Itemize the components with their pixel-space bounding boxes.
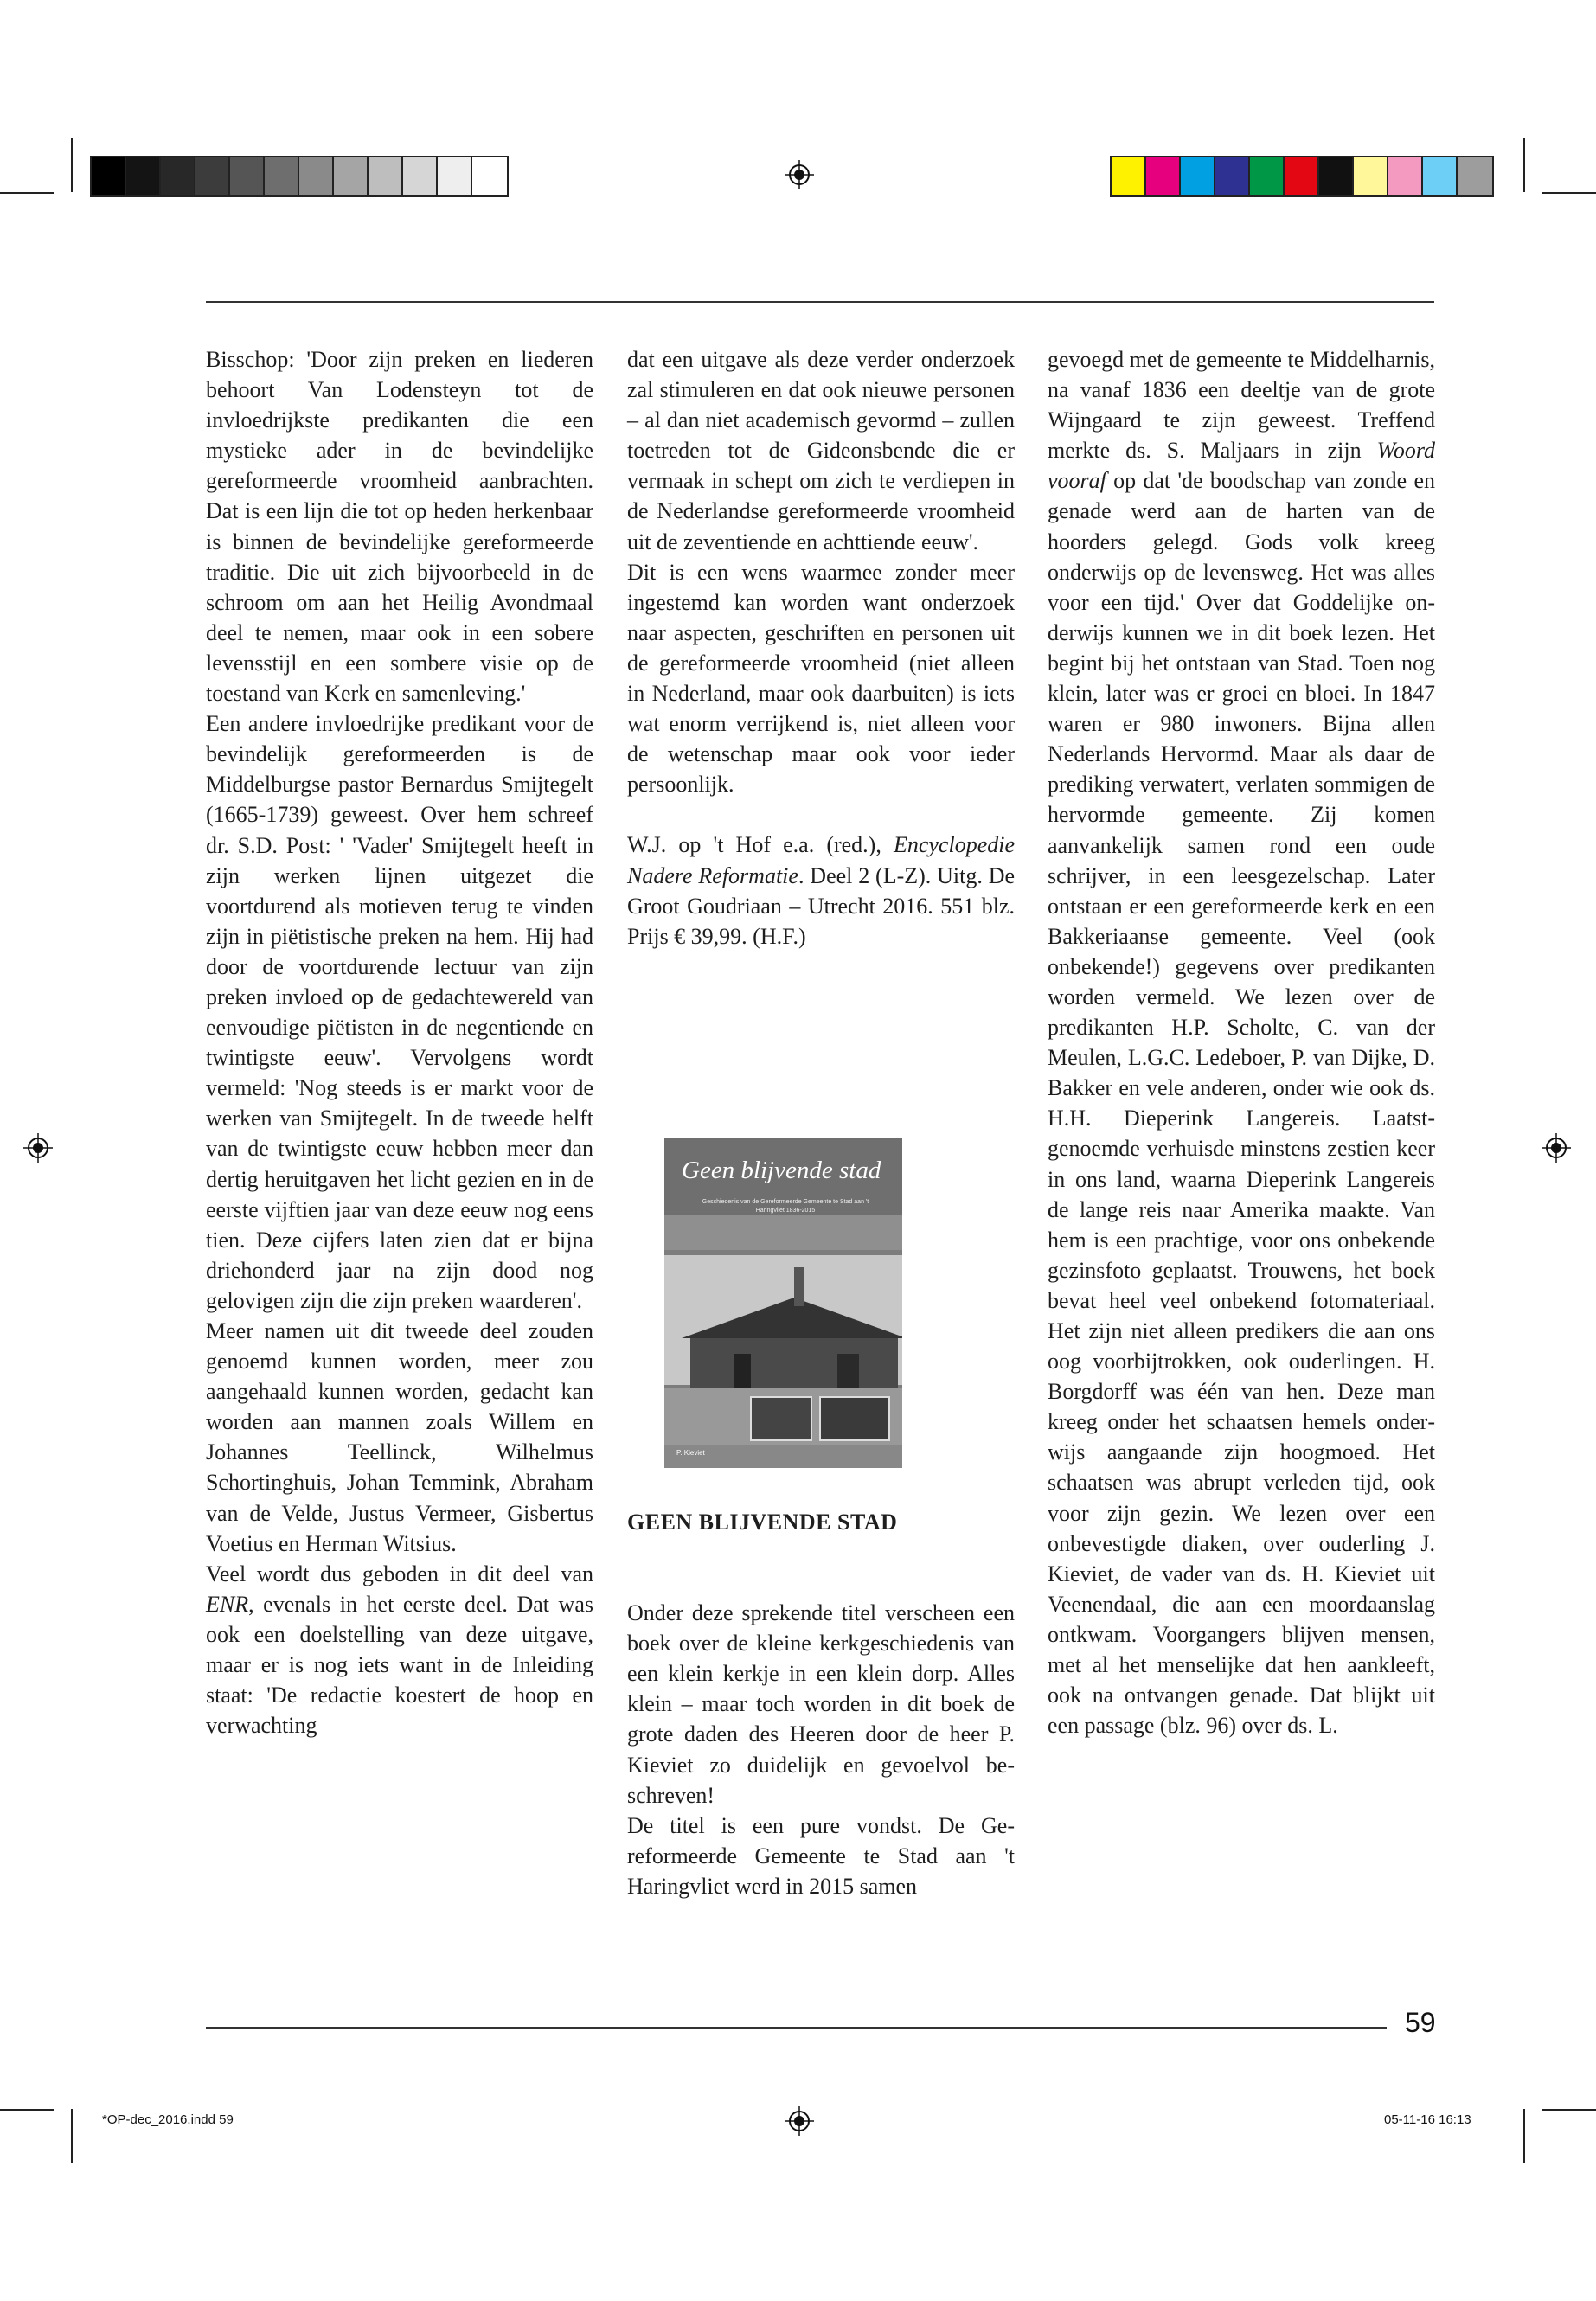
gray-swatch — [230, 157, 265, 195]
paragraph — [1048, 344, 1435, 1740]
crop-mark — [1542, 192, 1596, 194]
gray-swatch — [92, 157, 126, 195]
date-slug: 05-11-16 16:13 — [1384, 2112, 1471, 2127]
gray-swatch — [161, 157, 195, 195]
crop-mark — [0, 2109, 54, 2111]
book-cover-image — [664, 1138, 902, 1468]
gray-swatch — [403, 157, 438, 195]
crop-mark — [1523, 138, 1525, 192]
color-swatch — [1250, 157, 1285, 195]
article-column-2-continued — [627, 1507, 1015, 1901]
article-column-2 — [627, 344, 1015, 952]
book-citation — [627, 830, 1015, 951]
paragraph: De titel is een pure vondst. De Gereformeerde Gemeente te Stad aan 't Haringvliet werd in 2015 samen — [627, 1812, 1015, 1899]
registration-mark-icon — [1542, 1133, 1571, 1163]
header-rule — [206, 301, 1434, 303]
crop-mark — [71, 2109, 73, 2163]
italic-book-section: Woord vooraf — [1048, 438, 1435, 494]
cover-subtitle: Geschiedenis van de Gereformeerde Gemeente te Stad aan 't Haringvliet 1836-2015 — [702, 1199, 869, 1214]
cmyk-color-bar — [1110, 156, 1494, 197]
text-run: . Deel 2 (L-Z). Uitg. De Groot Goudriaan – Utrecht 2016. 551 blz. Prijs € 39,99. (H.F.) — [627, 862, 1016, 949]
color-swatch — [1354, 157, 1388, 195]
paragraph: dat een uitgave als deze verder onderzoek zal stimuleren en dat ook nieuwe personen – al dan niet academisch gevormd – zullen toetreden tot de Gideonsbende die er vermaak in schept om zich te verdiepen in de Nederlandse gereformeerde vroomheid uit de zeventiende en achttiende eeuw'. — [627, 347, 1015, 554]
color-swatch — [1285, 157, 1319, 195]
registration-mark-icon — [23, 1133, 53, 1163]
crop-mark — [1542, 2109, 1596, 2111]
gray-swatch — [438, 157, 472, 195]
color-swatch — [1215, 157, 1250, 195]
gray-swatch — [472, 157, 507, 195]
text-run: gevoegd met de gemeente te Middelharnis, na vanaf 1836 een deeltje van de grote Wijngaard te zijn geweest. Treffend merkte ds. S. Maljaars in zijn — [1048, 347, 1435, 464]
gray-swatch — [299, 157, 334, 195]
paragraph: Bisschop: 'Door zijn preken en liederen behoort Van Lodensteyn tot de invloedrijkste predikanten die een mystieke ader in de bevindelijke gereformeerde vroomheid aanbrachten. Dat is een lijn die tot op heden herkenbaar is binnen de bevindelijke gereformeerde traditie. Die uit zich bijvoorbeeld in de schroom om aan het Heilig Avondmaal deel te nemen, maar ook in een sobere levensstijl en een sombere visie op de toestand van Kerk en samenleving.' — [206, 347, 593, 707]
article-heading: GEEN BLIJVENDE STAD — [627, 1509, 898, 1535]
text-run: , evenals in het eerste deel. Dat was ook een doelstelling van deze uitgave, maar er is nog iets want in de Inleiding staat: 'De redactie koestert de hoop en verwachting — [206, 1591, 593, 1739]
color-swatch — [1319, 157, 1354, 195]
gray-swatch — [195, 157, 230, 195]
book-title: Encyclopedie Nadere Reformatie — [627, 832, 1015, 888]
article-column-3 — [1048, 344, 1435, 1740]
crop-mark — [71, 138, 73, 192]
paragraph: Meer namen uit dit tweede deel zouden genoemd kunnen worden, meer zou aangehaald kunnen worden, gedacht kan worden aan mannen zoals Willem en Johannes Teellinck, Wilhelmus Schortinghuis, Johan Temmink, Abraham van de Velde, Justus Vermeer, Gisbertus Voetius en Herman Witsius. — [206, 1318, 593, 1556]
cover-title: Geen blijvende stad — [682, 1157, 881, 1184]
file-slug: *OP-dec_2016.indd 59 — [102, 2112, 234, 2127]
paragraph: Onder deze sprekende titel verscheen een boek over de kleine kerkgeschiedenis van een klein kerkje in een klein dorp. Alles klein – maar toch worden in dit boek de grote daden des Heeren door de heer P. Kieviet zo duidelijk en gevoelvol beschreven! — [627, 1600, 1015, 1808]
text-run: Veel wordt dus geboden in dit deel van — [206, 1561, 593, 1586]
color-swatch — [1458, 157, 1492, 195]
italic-abbreviation: ENR — [206, 1591, 249, 1617]
color-swatch — [1423, 157, 1458, 195]
cover-author: P. Kieviet — [676, 1449, 705, 1457]
text-run: W.J. op 't Hof e.a. (red.), — [627, 832, 894, 858]
color-swatch — [1112, 157, 1146, 195]
crop-mark — [1523, 2109, 1525, 2163]
church-photo — [664, 1138, 902, 1468]
crop-mark — [0, 192, 54, 194]
text-run: op dat 'de boodschap van zonde en genade werd aan de harten van de hoorders gelegd. Gods volk kreeg onderwijs op de levensweg. Het was alles voor een tijd.' Over dat Goddelijke onderwijs kunnen we in dit boek lezen. Het begint bij het ontstaan van Stad. Toen nog klein, later was er groei en bloei. In 1847 waren er 980 inwoners. Bijna allen Nederlands Hervormd. Maar als daar de prediking verwatert, verlaten sommigen de hervormde gemeente. Zij komen aanvankelijk samen rond een oude schrijver, in een leesgezelschap. Later ontstaan er een gereformeerde kerk en een Bakkeriaanse gemeente. Veel (ook onbekende!) gegevens over predikanten worden vermeld. We lezen over de predikanten H.P. Scholte, C. van der Meulen, L.G.C. Ledeboer, P. van Dijke, D. Bakker en vele anderen, onder wie ook ds. H.H. Dieperink Langereis. Laatstgenoemde verhuisde minstens zestien keer in ons land, waarna Dieperink Langereis de lange reis naar Amerika maakte. Van hem is een prachtige, voor ons onbekende gezinsfoto geplaatst. Trouwens, het boek bevat heel veel onbekend fotomateriaal. Het zijn niet alleen predikers die aan ons oog voorbijtrokken, ook ouderlingen. H. Borgdorff was één van hen. Deze man kreeg onder het schaatsen hemels onderwijs aangaande zijn hoogmoed. Het schaatsen was abrupt verleden tijd, ook voor zijn gezin. We lezen over een onbevestigde diaken, over ouderling J. Kieviet, de vader van ds. H. Kieviet uit Veenendaal, die aan een moordaanslag ontkwam. Voorgangers blijven mensen, met al het menselijke dat hen aankleeft, ook na ontvangen genade. Dat blijkt uit een passage (blz. 96) over ds. L. — [1048, 468, 1435, 1739]
page-number: 59 — [1405, 2007, 1436, 2038]
article-column-1 — [206, 344, 593, 1740]
grayscale-color-bar — [90, 156, 509, 197]
paragraph — [206, 1559, 593, 1741]
footer-rule — [206, 2027, 1387, 2029]
gray-swatch — [126, 157, 161, 195]
registration-mark-icon — [785, 160, 814, 189]
gray-swatch — [369, 157, 403, 195]
paragraph: Dit is een wens waarmee zonder meer ingestemd kan worden want onderzoek naar aspecten, geschriften en personen uit de gereformeerde vroomheid (niet alleen in Nederland, maar ook daarbuiten) is iets wat enorm verrijkend is, niet alleen voor de wetenschap maar ook voor ieder persoonlijk. — [627, 559, 1015, 798]
registration-mark-icon — [785, 2106, 814, 2136]
gray-swatch — [265, 157, 299, 195]
paragraph: Een andere invloedrijke predikant voor de bevindelijk gereformeerden is de Middelburgse pastor Bernardus Smijtegelt (1665-1739) geweest. Over hem schreef dr. S.D. Post: ' 'Vader' Smijtegelt heeft in zijn werken lijnen uitgezet die voortdurend als motieven terug te vinden zijn in piëtistische preken na hem. Hij had door de voortdurende lectuur van zijn preken invloed op de gedachtewereld van eenvoudige piëtisten in de negentiende en twintigste eeuw'. Vervolgens wordt vermeld: 'Nog steeds is er markt voor de werken van Smijtegelt. In de tweede helft van de twintigste eeuw hebben meer dan dertig heruitgaven het licht gezien en in de eerste vijftien jaar van deze eeuw nog eens tien. Deze cijfers laten zien dat er bijna driehonderd jaar na zijn dood nog gelovigen zijn die zijn preken waarderen'. — [206, 711, 593, 1313]
gray-swatch — [334, 157, 369, 195]
color-swatch — [1181, 157, 1215, 195]
color-swatch — [1146, 157, 1181, 195]
color-swatch — [1388, 157, 1423, 195]
